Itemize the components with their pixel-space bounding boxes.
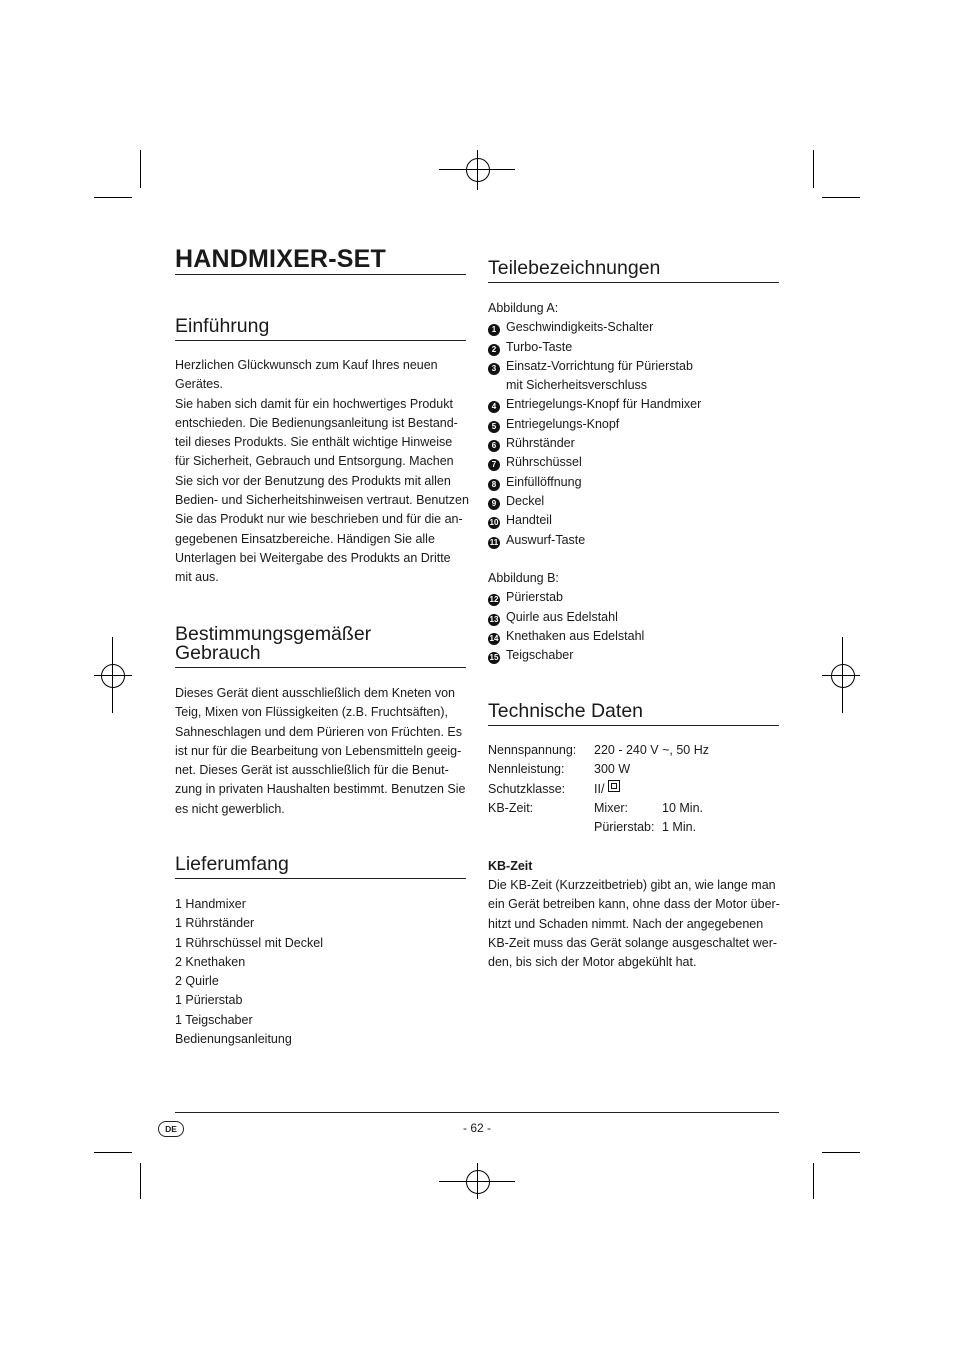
list-item (488, 415, 779, 434)
list-item (488, 473, 779, 492)
spec-sublabel: Pürierstab: (594, 820, 655, 834)
list-item: 1 Pürierstab (175, 993, 243, 1008)
text-line: Teig, Mixen von Flüssigkeiten (z.B. Fruchtsäften), (175, 705, 449, 720)
spec-value: 10 Min. (662, 801, 703, 815)
text-line: Sie sich vor der Benutzung des Produkts mit allen (175, 473, 451, 488)
text-line: ein Gerät betreiben kann, ohne dass der Motor über- (488, 897, 780, 912)
list-item (488, 646, 779, 665)
spec-value: 220 - 240 V ~, 50 Hz (594, 743, 710, 757)
heading-teilebezeichnungen: Teilebezeichnungen (488, 259, 779, 283)
list-item (488, 608, 779, 627)
item-label: Pürierstab (506, 590, 563, 605)
number-badge: 9 (488, 498, 500, 510)
number-badge: 6 (488, 440, 500, 452)
list-item: Bedienungsanleitung (175, 1032, 292, 1047)
abbildung-a-label: Abbildung A: (488, 301, 559, 315)
spec-sublabel: Mixer: (594, 801, 629, 815)
heading-technische-daten: Technische Daten (488, 702, 779, 726)
protection-class-ii-icon (608, 780, 620, 792)
text-line: entschieden. Die Bedienungsanleitung ist Bestand- (175, 415, 458, 430)
number-badge: 3 (488, 363, 500, 375)
item-label: Turbo-Taste (506, 339, 573, 354)
item-label: Deckel (506, 493, 545, 508)
list-item: 2 Knethaken (175, 954, 246, 969)
spec-value: 1 Min. (662, 820, 697, 834)
number-badge: 14 (489, 634, 499, 644)
heading-kb-zeit: KB-Zeit (488, 859, 533, 873)
teile-list (488, 299, 779, 666)
item-label: Quirle aus Edelstahl (506, 609, 618, 624)
spec-value: 300 W (594, 762, 631, 776)
item-label: Geschwindigkeits-Schalter (506, 320, 654, 335)
gebrauch-text (175, 684, 475, 819)
kb-zeit-text (488, 876, 788, 972)
list-item (488, 395, 779, 414)
list-item (488, 492, 779, 511)
text-line: Sie das Produkt nur wie beschrieben und für die an- (175, 512, 463, 527)
item-label: Entriegelungs-Knopf (506, 416, 620, 431)
heading-lieferumfang: Lieferumfang (175, 855, 466, 879)
list-item-continuation: mit Sicherheitsverschluss (506, 378, 648, 393)
einfuehrung-text (175, 356, 475, 588)
list-item (488, 453, 779, 472)
footer-divider (175, 1112, 779, 1113)
list-item (488, 318, 779, 337)
item-label: Einfüllöffnung (506, 474, 582, 489)
list-item (488, 338, 779, 357)
number-badge: 7 (488, 459, 500, 471)
text-line: Dieses Gerät dient ausschließlich dem Kneten von (175, 686, 456, 700)
number-badge: 2 (488, 344, 500, 356)
spec-value (594, 780, 620, 799)
spec-label: Schutzklasse: (488, 782, 566, 796)
list-item (488, 531, 779, 550)
text-line: für Sicherheit, Gebrauch und Entsorgung. Machen (175, 454, 454, 469)
text-line: ist nur für die Bearbeitung von Lebensmitteln geeig- (175, 743, 462, 758)
text-line: KB-Zeit muss das Gerät solange ausgeschaltet wer- (488, 935, 778, 950)
text-line: Sahneschlagen und dem Pürieren von Früchten. Es (175, 724, 462, 739)
spacer (488, 550, 779, 569)
number-badge: 8 (488, 479, 500, 491)
page-number: - 62 - (462, 1121, 491, 1135)
text-line: Die KB-Zeit (Kurzzeitbetrieb) gibt an, wie lange man (488, 878, 776, 892)
list-item (488, 434, 779, 453)
spec-label: Nennspannung: (488, 743, 577, 757)
text-line: hitzt und Schaden nimmt. Nach der angegebenen (488, 916, 764, 931)
text-line: gegebenen Einsatzbereiche. Händigen Sie alle (175, 531, 435, 546)
text-line: Gerätes. (175, 377, 223, 392)
item-label: Einsatz-Vorrichtung für Pürierstab (506, 358, 693, 373)
text-line: Sie haben sich damit für ein hochwertiges Produkt (175, 396, 453, 411)
list-item (488, 357, 779, 376)
item-label: Rührschüssel (506, 455, 582, 470)
schutzklasse-text: II/ (594, 782, 605, 796)
list-item (488, 588, 779, 607)
heading-gebrauch (175, 625, 466, 668)
text-line: es nicht gewerblich. (175, 801, 285, 816)
item-label: Teigschaber (506, 648, 574, 663)
heading-line: Bestimmungsgemäßer (175, 623, 372, 645)
heading-line: Gebrauch (175, 642, 261, 664)
text-line: teil dieses Produkts. Sie enthält wichtige Hinweise (175, 435, 453, 450)
number-badge: 4 (488, 401, 500, 413)
list-item (488, 627, 779, 646)
heading-einfuehrung: Einführung (175, 317, 466, 341)
number-badge: 5 (488, 421, 500, 433)
item-label: Entriegelungs-Knopf für Handmixer (506, 397, 702, 412)
list-item (488, 511, 779, 530)
number-badge: 11 (489, 537, 499, 547)
list-item: 2 Quirle (175, 974, 219, 989)
spec-label: KB-Zeit: (488, 801, 534, 815)
page-title: HANDMIXER-SET (175, 244, 466, 275)
list-item: 1 Teigschaber (175, 1012, 253, 1027)
text-line: mit aus. (175, 570, 219, 585)
text-line: Unterlagen bei Weitergabe des Produkts an Dritte (175, 550, 451, 565)
number-badge: 1 (488, 324, 500, 336)
spec-label: Nennleistung: (488, 762, 565, 776)
number-badge: 15 (489, 653, 499, 663)
text-line: net. Dieses Gerät ist ausschließlich für die Benut- (175, 763, 449, 778)
list-item: 1 Rührschüssel mit Deckel (175, 935, 323, 950)
number-badge: 10 (489, 518, 499, 528)
text-line: Herzlichen Glückwunsch zum Kauf Ihres neuen (175, 358, 438, 372)
item-label: Auswurf-Taste (506, 532, 586, 547)
country-badge: DE (158, 1121, 184, 1137)
text-line: zung in privaten Haushalten bestimmt. Benutzen Sie (175, 782, 466, 797)
text-line: den, bis sich der Motor abgekühlt hat. (488, 955, 697, 970)
abbildung-b-label: Abbildung B: (488, 571, 559, 586)
lieferumfang-list (175, 895, 466, 1049)
item-label: Rührständer (506, 436, 575, 451)
item-label: Handteil (506, 513, 552, 528)
number-badge: 12 (489, 595, 499, 605)
item-label: Knethaken aus Edelstahl (506, 629, 645, 644)
list-item: 1 Handmixer (175, 897, 246, 911)
list-item: 1 Rührständer (175, 916, 255, 931)
number-badge: 13 (489, 614, 499, 624)
text-line: Bedien- und Sicherheitshinweisen vertraut. Benutzen (175, 493, 469, 508)
